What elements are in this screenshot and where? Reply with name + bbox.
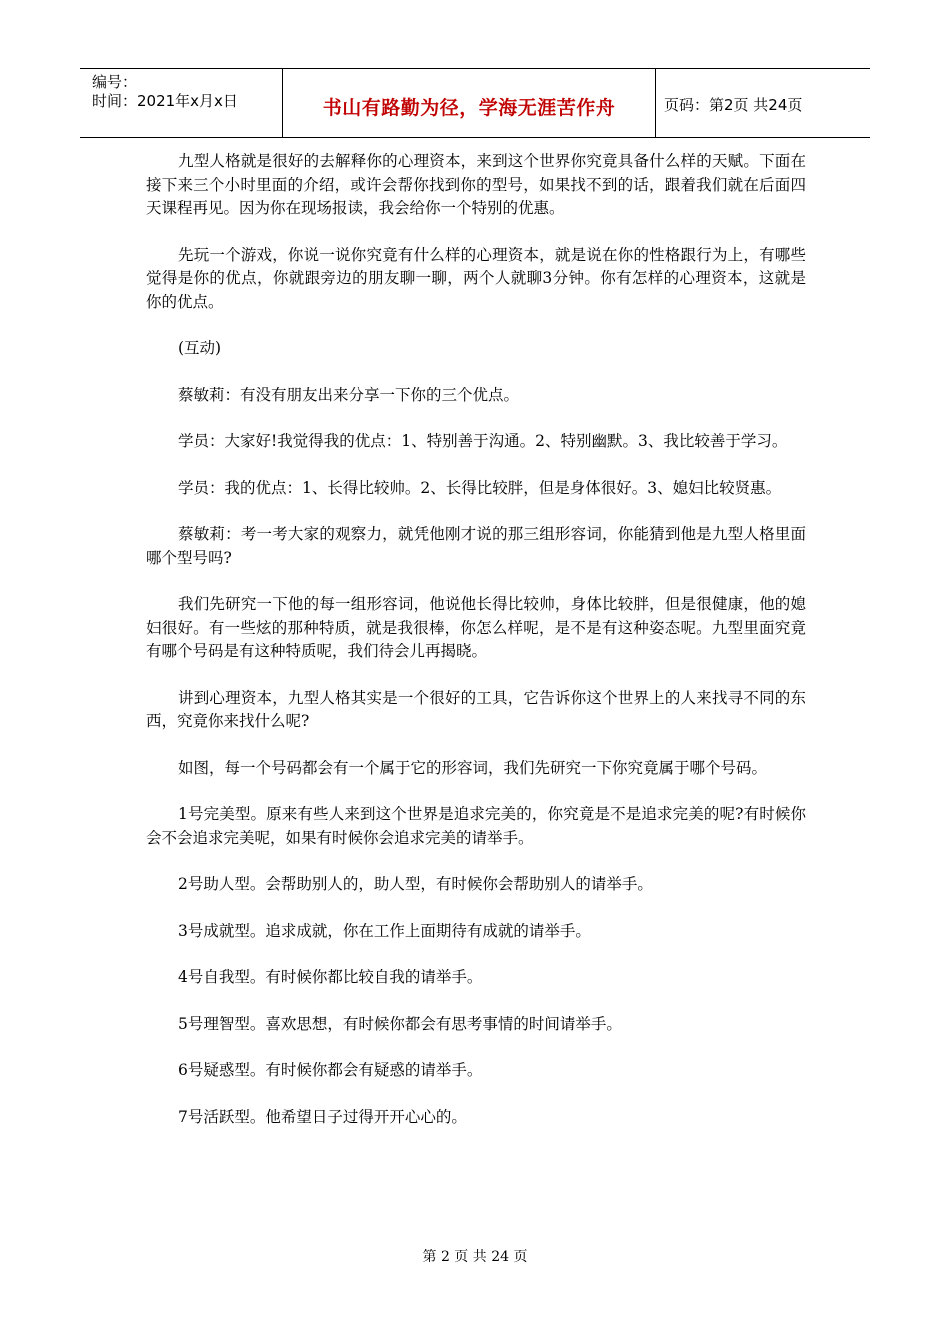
- paragraph: 蔡敏莉：考一考大家的观察力，就凭他刚才说的那三组形容词，你能猜到他是九型人格里面哪个型号吗?: [146, 525, 806, 567]
- paragraph: 讲到心理资本，九型人格其实是一个很好的工具，它告诉你这个世界上的人来找寻不同的东西，究竟你来找什么呢?: [146, 688, 806, 730]
- paragraph: 先玩一个游戏，你说一说你究竟有什么样的心理资本，就是说在你的性格跟行为上，有哪些觉得是你的优点，你就跟旁边的朋友聊一聊，两个人就聊3分钟。你有怎样的心理资本，这就是你的优点。: [146, 245, 806, 311]
- document-body: [146, 150, 806, 1152]
- paragraph: 1号完美型。原来有些人来到这个世界是追求完美的，你究竟是不是追求完美的呢?有时候你会不会追求完美呢，如果有时候你会追求完美的请举手。: [146, 805, 806, 847]
- header-motto: 书山有路勤为径，学海无涯苦作舟: [322, 97, 616, 119]
- paragraph: 学员：我的优点：1、长得比较帅。2、长得比较胖，但是身体很好。3、媳妇比较贤惠。: [178, 478, 782, 497]
- paragraph: 7号活跃型。他希望日子过得开开心心的。: [178, 1107, 467, 1126]
- paragraph: 学员：大家好!我觉得我的优点：1、特别善于沟通。2、特别幽默。3、我比较善于学习。: [178, 432, 788, 450]
- paragraph: 2号助人型。会帮助别人的，助人型，有时候你会帮助别人的请举手。: [178, 875, 653, 893]
- header-page-cell: [656, 69, 870, 137]
- header-motto-cell: [283, 69, 656, 137]
- paragraph: 3号成就型。追求成就，你在工作上面期待有成就的请举手。: [178, 921, 591, 940]
- paragraph: 九型人格就是很好的去解释你的心理资本，来到这个世界你究竟具备什么样的天赋。下面在接下来三个小时里面的介绍，或许会帮你找到你的型号，如果找不到的话，跟着我们就在后面四天课程再见。因为你在现场报读，我会给你一个特别的优惠。: [146, 152, 806, 217]
- paragraph: 5号理智型。喜欢思想，有时候你都会有思考事情的时间请举手。: [178, 1014, 622, 1033]
- header-page-info: 页码：第2页 共24页: [664, 96, 803, 114]
- page-footer: 第 2 页 共 24 页: [422, 1249, 528, 1265]
- paragraph: 如图，每一个号码都会有一个属于它的形容词，我们先研究一下你究竟属于哪个号码。: [178, 758, 768, 777]
- document-date: 时间：2021年x月x日: [92, 92, 238, 110]
- header-meta-cell: [80, 69, 283, 137]
- paragraph: (互动): [178, 339, 222, 357]
- paragraph: 我们先研究一下他的每一组形容词，他说他长得比较帅，身体比较胖，但是很健康，他的媳妇很好。有一些炫的那种特质，就是我很棒，你怎么样呢，是不是有这种姿态呢。九型里面究竟有哪个号码是有这种特质呢，我们待会儿再揭晓。: [146, 595, 806, 660]
- paragraph: 4号自我型。有时候你都比较自我的请举手。: [178, 968, 483, 986]
- document-number-label: 编号：: [92, 73, 138, 91]
- paragraph: 6号疑惑型。有时候你都会有疑惑的请举手。: [178, 1061, 483, 1079]
- paragraph: 蔡敏莉：有没有朋友出来分享一下你的三个优点。: [178, 385, 520, 404]
- document-header: [80, 68, 870, 138]
